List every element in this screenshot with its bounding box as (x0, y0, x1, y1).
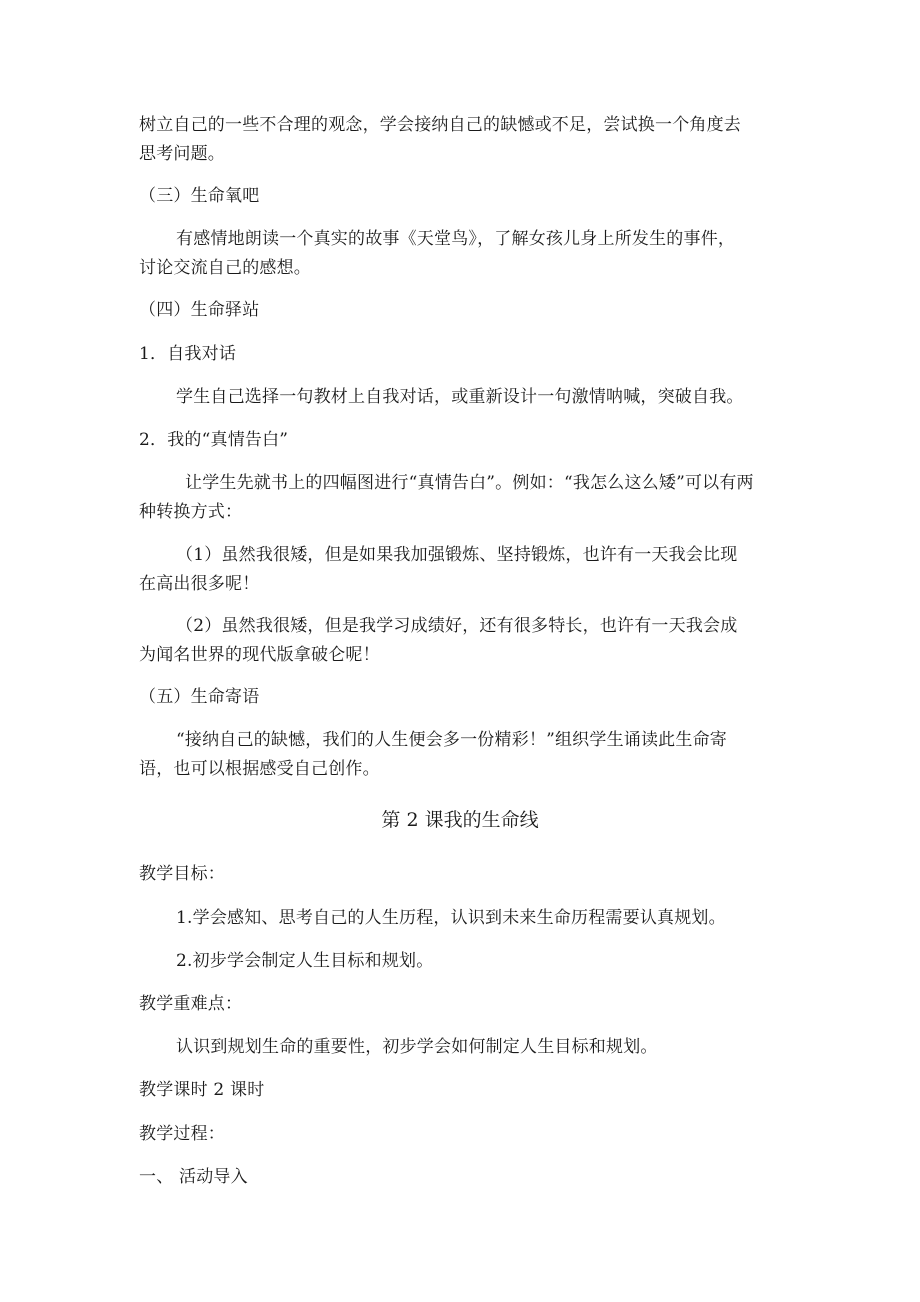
example1-line2: 在高出很多呢！ (139, 574, 260, 594)
item1-text: 学生自己选择一句教材上自我对话，或重新设计一句激情呐喊，突破自我。 (176, 387, 744, 407)
teaching-hours: 教学课时 2 课时 (139, 1080, 265, 1100)
goals-label: 教学目标： (139, 864, 225, 884)
example2-line1: （2）虽然我很矮，但是我学习成绩好，还有很多特长，也许有一天我会成 (176, 616, 738, 636)
section5-paragraph-line1: “接纳自己的缺憾，我们的人生便会多一份精彩！”组织学生诵读此生命寄 (176, 730, 727, 750)
section3-paragraph-line1: 有感情地朗读一个真实的故事《天堂鸟》，了解女孩儿身上所发生的事件， (176, 229, 736, 249)
lesson2-title: 第 2 课我的生命线 (381, 809, 539, 831)
item1-title: 1．自我对话 (139, 344, 237, 364)
section5-paragraph-line2: 语，也可以根据感受自己创作。 (139, 759, 380, 779)
goal-item-2: 2.初步学会制定人生目标和规划。 (176, 951, 434, 971)
process-step-1: 一、 活动导入 (139, 1167, 248, 1187)
example2-line2: 为闻名世界的现代版拿破仑呢！ (139, 645, 380, 665)
section3-continuation-line1: 树立自己的一些不合理的观念，学会接纳自己的缺憾或不足，尝试换一个角度去 (139, 115, 741, 135)
process-label: 教学过程： (139, 1124, 225, 1144)
section3-heading: （三）生命氧吧 (139, 186, 260, 206)
section4-heading: （四）生命驿站 (139, 300, 260, 320)
section3-paragraph-line2: 讨论交流自己的感想。 (139, 258, 311, 278)
item2-title: 2．我的“真情告白” (139, 430, 289, 450)
section5-heading: （五）生命寄语 (139, 687, 260, 707)
goal-item-1: 1.学会感知、思考自己的人生历程，认识到未来生命历程需要认真规划。 (176, 908, 726, 928)
key-points-label: 教学重难点： (139, 994, 243, 1014)
item2-paragraph-line1: 让学生先就书上的四幅图进行“真情告白”。例如：“我怎么这么矮”可以有两 (185, 473, 754, 493)
item2-paragraph-line2: 种转换方式： (139, 502, 243, 522)
key-points-text: 认识到规划生命的重要性，初步学会如何制定人生目标和规划。 (176, 1037, 658, 1057)
section3-continuation-line2: 思考问题。 (139, 144, 225, 164)
example1-line1: （1）虽然我很矮，但是如果我加强锻炼、坚持锻炼，也许有一天我会比现 (176, 545, 738, 565)
